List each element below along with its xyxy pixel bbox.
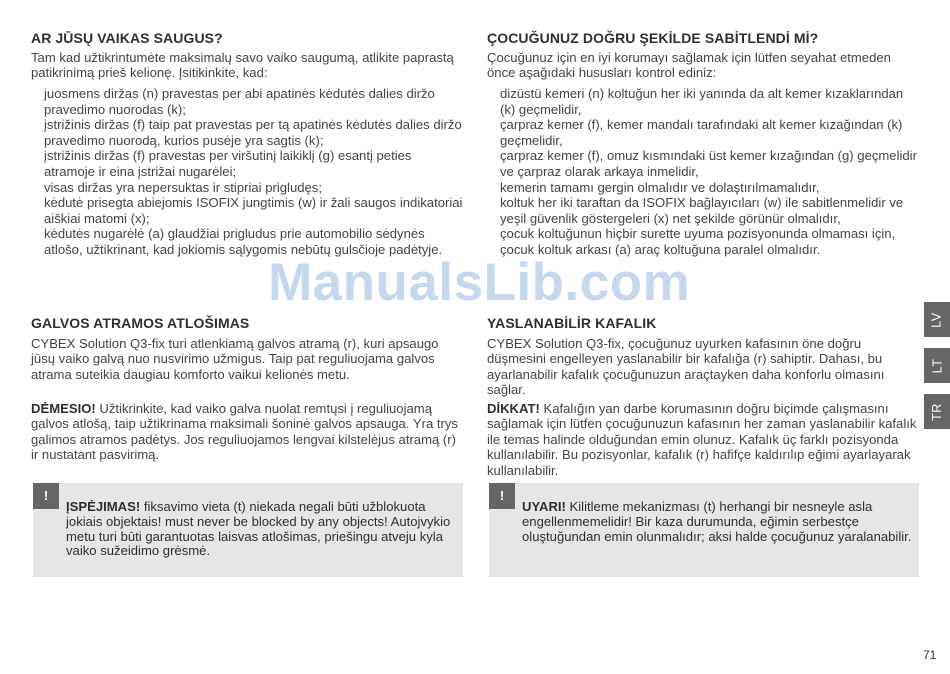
checklist-item: kemerin tamamı gergin olmalıdır ve dolaştırılmamalıdır, (500, 179, 820, 195)
warning-icon: ! (489, 483, 515, 509)
warning-body: Kilitleme mekanizması (t) herhangi bir nesneyle asla engellenmemelidir! Bir kaza durumunda, eğimin serbestçe oluştuğundan emin olunmalıdır; aksi halde çocuğunuz yaralanabilir. (522, 499, 912, 544)
checklist-item: kėdutės nugarėlė (a) glaudžiai prigludus prie automobilio sėdynės atlošo, užtikrinant, kad jokiomis sąlygomis nebūtų gulsčioje padėtyje. (44, 226, 443, 257)
language-tab-tr[interactable]: TR (924, 394, 950, 429)
warning-box (33, 483, 463, 577)
warning-body: fiksavimo vieta (t) niekada negali būti užblokuota jokiais objektais! must never be blocked by any objects! Autojvykio metu turi būti garantuotas laisvas atlošimas, priešingu atveju kyla vaiko sužeidimo grėsmė. (66, 499, 451, 559)
watermark: ManualsLib.com (268, 253, 691, 312)
section-heading-safety-check: ÇOCUĞUNUZ DOĞRU ŞEKİLDE SABİTLENDİ Mİ? (487, 30, 819, 46)
attention-label: DİKKAT! (487, 401, 540, 416)
section-heading-headrest: GALVOS ATRAMOS ATLOŠIMAS (31, 315, 250, 331)
warning-box (489, 483, 919, 577)
checklist (500, 86, 920, 258)
intro-paragraph: Çocuğunuz için en iyi korumayı sağlamak için lütfen seyahat etmeden önce aşağıdaki hususları kontrol ediniz: (487, 50, 891, 81)
warning-text (522, 500, 912, 544)
warning-label: ĮSPĖJIMAS! (66, 499, 141, 514)
checklist-item: çocuk koltuğunun hiçbir surette uyuma pozisyonunda olmaması için, çocuk koltuk arkası (a) araç koltuğuna paralel olmalıdır. (500, 226, 896, 257)
section-heading-headrest: YASLANABİLİR KAFALIK (487, 315, 657, 331)
checklist-item: įstrižinis diržas (f) pravestas per viršutinį laikiklį (g) esantį peties atramoje ir eina įstrižai nugarėlei; (44, 148, 412, 179)
intro-paragraph: Tam kad užtikrintumėte maksimalų savo vaiko saugumą, atlikite paprastą patikrinimą prieš kelionę. Įsitikinkite, kad: (31, 50, 454, 81)
warning-label: UYARI! (522, 499, 566, 514)
warning-icon: ! (33, 483, 59, 509)
section-heading-safety-check: AR JŪSŲ VAIKAS SAUGUS? (31, 30, 223, 46)
checklist-item: koltuk her iki taraftan da ISOFIX bağlayıcıları (w) ile sabitlenmelidir ve yeşil güvenlik göstergeleri (x) net şekilde görünür olmalıdır, (500, 195, 904, 226)
language-tab-lv[interactable]: LV (924, 302, 950, 337)
warning-text (66, 500, 456, 559)
headrest-paragraph: CYBEX Solution Q3-fix turi atlenkiamą galvos atramą (r), kuri apsaugo jūsų vaiko galvą nuo nusvirimo užmigus. Taip pat reguliuojama galvos atrama suteikia daugiau komforto vaikui kelionės metu. (31, 336, 439, 382)
checklist-item: çarpraz kemer (f), kemer mandalı tarafındaki alt kemer kızağından (k) geçmelidir, (500, 117, 903, 148)
attention-paragraph (487, 401, 919, 478)
checklist-item: visas diržas yra nepersuktas ir stipriai prigludęs; (44, 179, 322, 195)
attention-text: Užtikrinkite, kad vaiko galva nuolat remtųsi į reguliuojamą galvos atlošą, taip užtikrinama maksimali šoninė galvos apsauga. Yra trys galimos atramos padėtys. Jos reguliuojamos lengvai kilstelėjus atramą (r) ir nustatant pasvirimą. (31, 401, 458, 463)
checklist-item: juosmens diržas (n) pravestas per abi apatinės kėdutės dalies diržo pravedimo nuorodas (k); (44, 86, 435, 117)
headrest-paragraph: CYBEX Solution Q3-fix, çocuğunuz uyurken kafasının öne doğru düşmesini engelleyen yaslanabilir bir kafalığa (r) sahiptir. Dahası, bu ayarlanabilir kafalık çocuğunuzun araçtayken daha konforlu olmasını sağlar. (487, 336, 885, 398)
checklist (44, 86, 464, 258)
checklist-item: kėdutė prisegta abiejomis ISOFIX jungtimis (w) ir žali saugos indikatoriai aiškiai matomi (x); (44, 195, 463, 226)
attention-paragraph (31, 401, 463, 463)
page-number: 71 (923, 648, 937, 662)
language-tab-lt[interactable]: LT (924, 348, 950, 383)
checklist-item: įstrižinis diržas (f) taip pat pravestas per tą apatinės kėdutės dalies diržo pravedimo nuorodą, kurios pusėje yra sagtis (k); (44, 117, 462, 148)
attention-text: Kafalığın yan darbe korumasının doğru biçimde çalışmasını sağlamak için lütfen çocuğunuzun kafasının her zaman yaslanabilir kafalık ile temas halinde olduğundan emin olunuz. Kafalık üç farklı pozisyonda kullanılabilir. Bu pozisyonlar, kafalık (r) hafifçe kaldırılıp eğimi ayarlayarak kullanılabilir. (487, 401, 917, 478)
attention-label: DĖMESIO! (31, 401, 96, 416)
checklist-item: dizüstü kemeri (n) koltuğun her iki yanında da alt kemer kızaklarından (k) geçmelidir, (500, 86, 904, 117)
checklist-item: çarpraz kemer (f), omuz kısmındaki üst kemer kızağından (g) geçmelidir ve çarpraz olarak arkaya inmelidir, (500, 148, 917, 179)
